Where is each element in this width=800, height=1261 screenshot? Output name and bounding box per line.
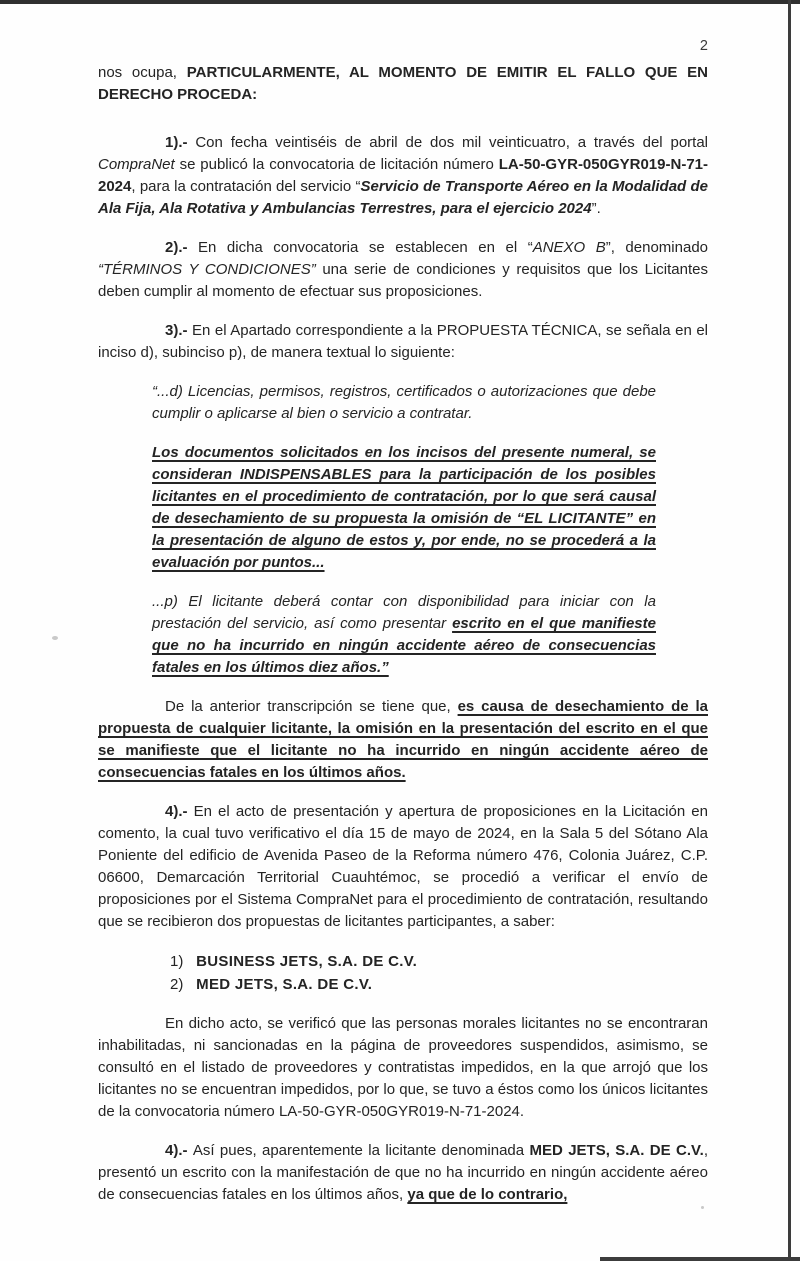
bidder-name: MED JETS, S.A. DE C.V. bbox=[196, 976, 373, 993]
terminos-label: “TÉRMINOS Y CONDICIONES” bbox=[98, 261, 316, 278]
bidder-row bbox=[170, 973, 708, 996]
paragraph-2 bbox=[98, 237, 708, 303]
bidder-name: BUSINESS JETS, S.A. DE C.V. bbox=[196, 953, 418, 970]
paragraph-4-medjets-underlined: ya que de lo contrario, bbox=[407, 1186, 568, 1203]
quote-licencias bbox=[152, 381, 656, 425]
paragraph-4-number: 4).- bbox=[165, 803, 194, 820]
verification-text: En dicho acto, se verificó que las personas morales licitantes no se encontraran inhabilitadas, ni sancionadas en la página de proveedores suspendidos, asimismo, se consultó en el listado de proveedores y contratistas impedidos, en la que arrojó que los licitantes no se encuentran impedidos, por lo que, se tuvo a éstos como los únicos licitantes de la convocatoria número LA-50-GYR-050GYR019-N-71-2024. bbox=[98, 1015, 708, 1120]
document-body bbox=[98, 62, 708, 1223]
paragraph-1-text: , para la contratación del servicio “ bbox=[131, 178, 361, 195]
paragraph-4-act bbox=[98, 801, 708, 933]
paragraph-4-medjets bbox=[98, 1140, 708, 1206]
paragraph-2-text: En dicha convocatoria se establecen en el “ bbox=[198, 239, 533, 256]
paragraph-4-medjets-text: Así pues, aparentemente la licitante denominada bbox=[192, 1142, 530, 1159]
quote-disponibilidad bbox=[152, 591, 656, 679]
paragraph-1 bbox=[98, 132, 708, 220]
intro-paragraph bbox=[98, 62, 708, 106]
quote-indispensables-text: Los documentos solicitados en los incisos del presente numeral, se consideran INDISPENSABLES para la participación de los posibles licitantes en el procedimiento de contratación, por lo que será causal de desechamiento de su propuesta la omisión de “EL LICITANTE” en la presentación de alguno de estos y, por ende, no se procederá a la evaluación por puntos... bbox=[152, 444, 656, 571]
paragraph-1-number: 1).- bbox=[165, 134, 196, 151]
bidder-number: 1) bbox=[170, 953, 184, 970]
bidder-row bbox=[170, 950, 708, 973]
paragraph-1-text: se publicó la convocatoria de licitación número bbox=[174, 156, 499, 173]
scan-edge-bottom bbox=[600, 1257, 800, 1261]
scan-edge-top bbox=[0, 0, 800, 4]
page-number: 2 bbox=[699, 38, 708, 54]
service-title: Servicio de Transporte Aéreo en la Modalidad de Ala Fija, Ala Rotativa y Ambulancias Terrestres, para el ejercicio 2024 bbox=[98, 178, 708, 217]
anexo-b-label: ANEXO B bbox=[532, 239, 606, 256]
med-jets-name: MED JETS, S.A. DE C.V. bbox=[529, 1142, 704, 1159]
quote-licencias-text: “...d) Licencias, permisos, registros, certificados o autorizaciones que debe cumplir o aplicarse al bien o servicio a contratar. bbox=[152, 383, 656, 422]
scan-edge-right bbox=[788, 0, 791, 1261]
bidder-number: 2) bbox=[170, 976, 184, 993]
paragraph-4-text: En el acto de presentación y apertura de proposiciones en la Licitación en comento, la cual tuvo verificativo el día 15 de mayo de 2024, en la Sala 5 del Sótano Ala Poniente del edificio de Avenida Paseo de la Reforma número 476, Colonia Juárez, C.P. 06600, Demarcación Territorial Cuauhtémoc, se procedió a verificar el envío de proposiciones por el Sistema CompraNet para el procedimiento de contratación, resultando que se recibieron dos propuestas de licitantes participantes, a saber: bbox=[98, 803, 708, 930]
tender-number: LA-50-GYR-050GYR019-N-71-2024 bbox=[98, 156, 708, 195]
paragraph-2-number: 2).- bbox=[165, 239, 199, 256]
intro-bold-text: PARTICULARMENTE, AL MOMENTO DE EMITIR EL FALLO QUE EN DERECHO PROCEDA: bbox=[98, 64, 708, 103]
paragraph-4-medjets-text: , presentó un escrito con la manifestación de que no ha incurrido en ningún accidente aéreo de consecuencias fatales en los últimos años, bbox=[98, 1142, 708, 1203]
quote-disponibilidad-text: ...p) El licitante deberá contar con disponibilidad para iniciar con la prestación del servicio, así como presentar bbox=[152, 593, 656, 632]
paragraph-2-text: una serie de condiciones y requisitos que los Licitantes deben cumplir al momento de efectuar sus proposiciones. bbox=[98, 261, 708, 300]
paragraph-1-text: ”. bbox=[591, 200, 601, 217]
conclusion-text: De la anterior transcripción se tiene que, bbox=[165, 698, 458, 715]
paragraph-3-number: 3).- bbox=[165, 322, 193, 339]
conclusion-underlined: es causa de desechamiento de la propuesta de cualquier licitante, la omisión en la presentación del escrito en el que se manifieste que el licitante no ha incurrido en ningún accidente aéreo de consecuencias fatales en los últimos años. bbox=[98, 698, 708, 781]
quote-disponibilidad-underlined: escrito en el que manifieste que no ha incurrido en ningún accidente aéreo de consecuencias fatales en los últimos diez años.” bbox=[152, 615, 656, 676]
paragraph-3 bbox=[98, 320, 708, 364]
compranet-label: CompraNet bbox=[98, 156, 175, 173]
scan-speck bbox=[52, 636, 58, 640]
intro-text: nos ocupa, bbox=[98, 64, 187, 81]
paragraph-4-medjets-number: 4).- bbox=[165, 1142, 193, 1159]
paragraph-3-text: En el Apartado correspondiente a la PROPUESTA TÉCNICA, se señala en el inciso d), subinciso p), de manera textual lo siguiente: bbox=[98, 322, 708, 361]
paragraph-2-text: ”, denominado bbox=[605, 239, 709, 256]
bidder-list bbox=[170, 950, 708, 996]
quote-indispensables bbox=[152, 442, 656, 574]
verification-paragraph bbox=[98, 1013, 708, 1123]
conclusion-paragraph bbox=[98, 696, 708, 784]
paragraph-1-text: Con fecha veintiséis de abril de dos mil veinticuatro, a través del portal bbox=[195, 134, 708, 151]
